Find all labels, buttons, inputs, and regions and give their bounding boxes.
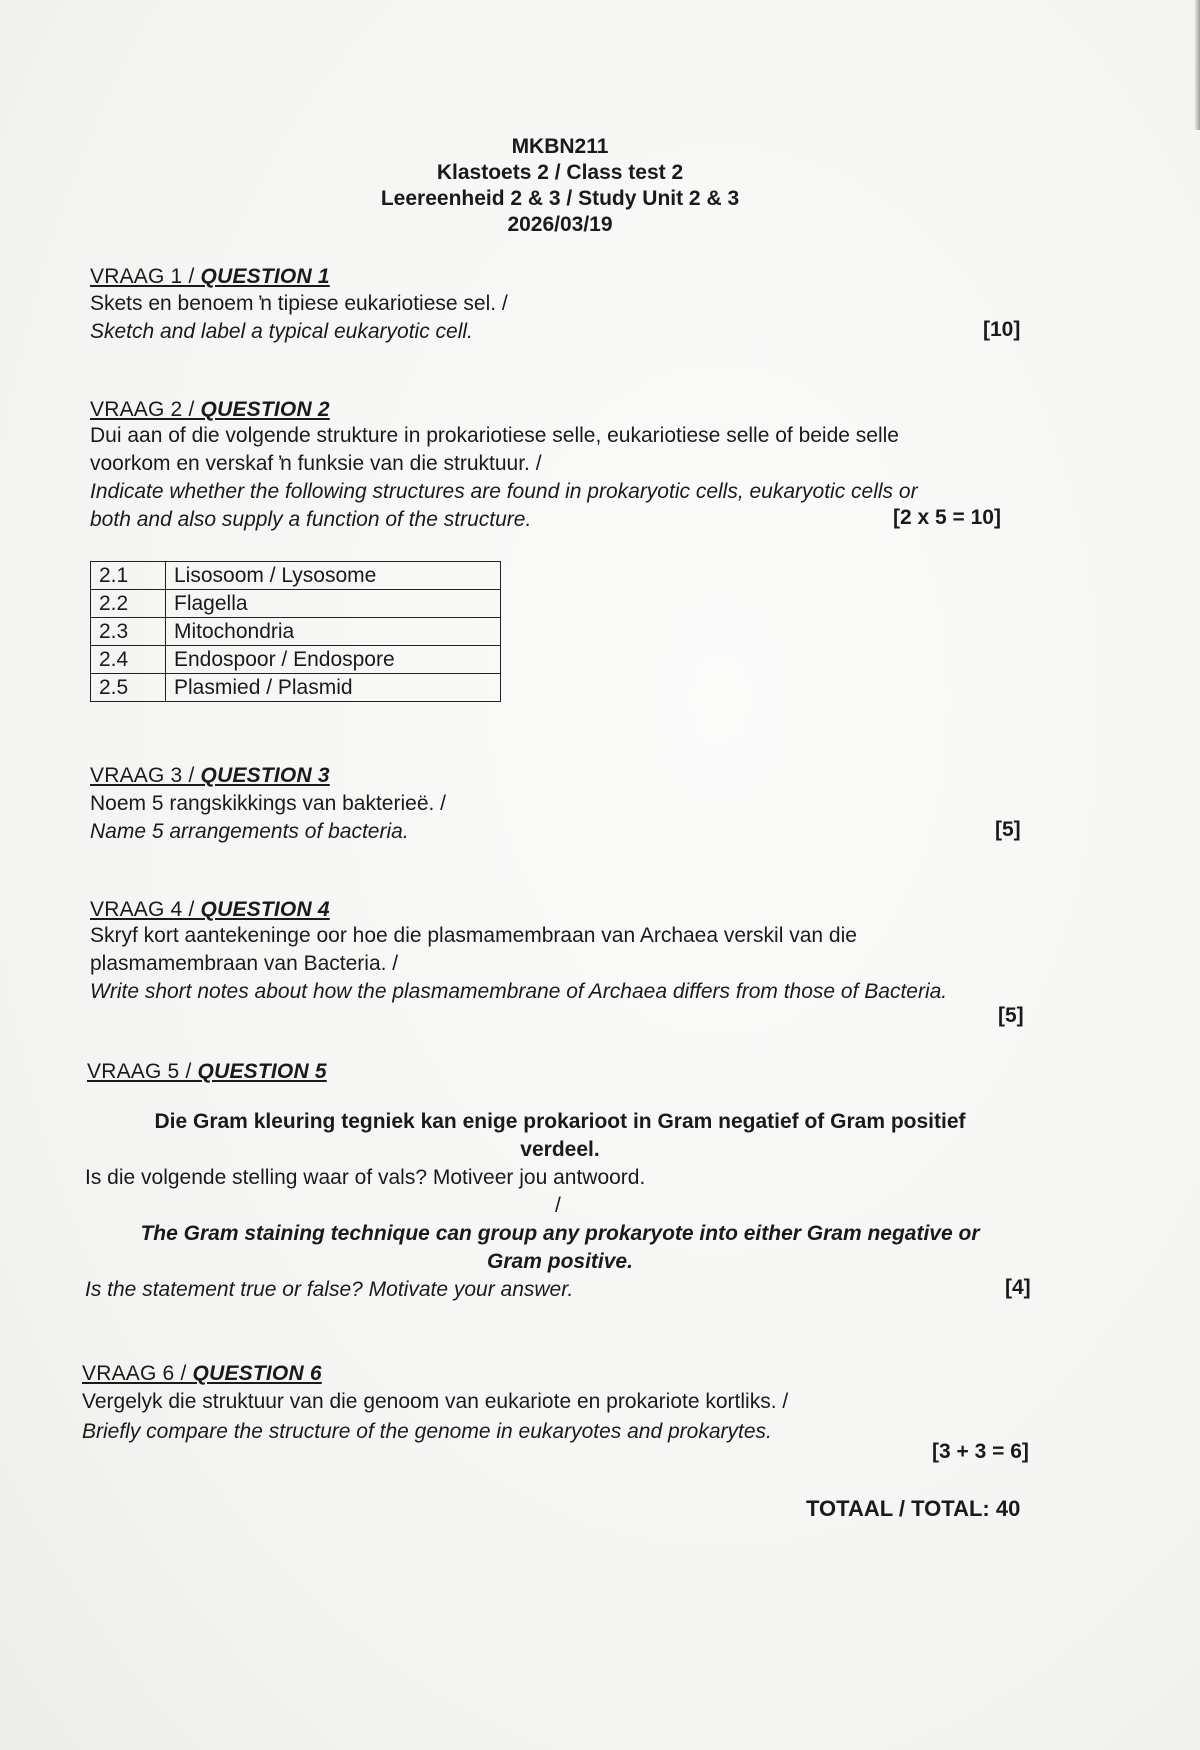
question-1-title: VRAAG 1 / QUESTION 1	[90, 265, 330, 288]
question-5-statement-af: Die Gram kleuring tegniek kan enige prokarioot in Gram negatief of Gram positief verdeel.	[154, 1110, 966, 1161]
question-1-text-af: Skets en benoem ŉ tipiese eukariotiese sel. /	[90, 292, 508, 315]
test-header	[0, 134, 1120, 238]
row-number: 2.3	[91, 618, 166, 646]
question-5-text-en: Is the statement true or false? Motivate your answer.	[85, 1278, 574, 1301]
question-2-title: VRAAG 2 / QUESTION 2	[90, 398, 330, 421]
course-code: MKBN211	[511, 135, 609, 158]
table-row	[91, 618, 501, 646]
question-2-text-af-2: voorkom en verskaf ŉ funksie van die struktuur. /	[90, 452, 542, 475]
row-number: 2.5	[91, 674, 166, 702]
question-4-text-en: Write short notes about how the plasmamembrane of Archaea differs from those of Bacteria.	[90, 980, 948, 1003]
question-3-marks: [5]	[995, 818, 1021, 841]
question-6-text-af: Vergelyk die struktuur van die genoom van eukariote en prokariote kortliks. /	[82, 1390, 789, 1413]
row-structure: Flagella	[166, 590, 501, 618]
question-1-marks: [10]	[983, 318, 1021, 341]
question-5-title: VRAAG 5 / QUESTION 5	[87, 1060, 327, 1083]
row-number: 2.1	[91, 562, 166, 590]
question-4-title: VRAAG 4 / QUESTION 4	[90, 898, 330, 921]
question-4-text-af-1: Skryf kort aantekeninge oor hoe die plasmamembraan van Archaea verskil van die	[90, 924, 857, 947]
question-5-marks: [4]	[1005, 1276, 1031, 1299]
question-4-marks: [5]	[998, 1004, 1024, 1027]
row-structure: Plasmied / Plasmid	[166, 674, 501, 702]
question-2-marks: [2 x 5 = 10]	[893, 506, 1001, 529]
total-marks: TOTAAL / TOTAL: 40	[806, 1496, 1021, 1521]
question-5-slash: /	[555, 1194, 561, 1217]
question-6-marks: [3 + 3 = 6]	[932, 1440, 1029, 1463]
row-number: 2.4	[91, 646, 166, 674]
question-3-title: VRAAG 3 / QUESTION 3	[90, 764, 330, 787]
row-structure: Endospoor / Endospore	[166, 646, 501, 674]
question-3-text-en: Name 5 arrangements of bacteria.	[90, 820, 409, 843]
table-row	[91, 562, 501, 590]
table-row	[91, 590, 501, 618]
test-date: 2026/03/19	[507, 213, 613, 236]
row-structure: Mitochondria	[166, 618, 501, 646]
question-5-text-af: Is die volgende stelling waar of vals? Motiveer jou antwoord.	[85, 1166, 646, 1189]
question-2-text-en-1: Indicate whether the following structures are found in prokaryotic cells, eukaryotic cells or	[90, 480, 918, 503]
table-row	[91, 674, 501, 702]
question-4-text-af-2: plasmamembraan van Bacteria. /	[90, 952, 399, 975]
page-edge-shadow	[1194, 0, 1200, 130]
question-1-text-en: Sketch and label a typical eukaryotic cell.	[90, 320, 473, 343]
row-number: 2.2	[91, 590, 166, 618]
question-3-text-af: Noem 5 rangskikkings van bakterieë. /	[90, 792, 447, 815]
question-2-text-en-2: both and also supply a function of the structure.	[90, 508, 532, 531]
study-unit: Leereenheid 2 & 3 / Study Unit 2 & 3	[380, 187, 740, 210]
row-structure: Lisosoom / Lysosome	[166, 562, 501, 590]
structures-table	[90, 561, 501, 702]
question-2-text-af-1: Dui aan of die volgende strukture in prokariotiese selle, eukariotiese selle of beide selle	[90, 424, 899, 447]
question-5-statement-en: The Gram staining technique can group any prokaryote into either Gram negative or Gram positive.	[140, 1222, 980, 1273]
table-row	[91, 646, 501, 674]
question-6-text-en: Briefly compare the structure of the genome in eukaryotes and prokarytes.	[82, 1420, 772, 1443]
test-name: Klastoets 2 / Class test 2	[436, 161, 684, 184]
question-6-title: VRAAG 6 / QUESTION 6	[82, 1362, 322, 1385]
